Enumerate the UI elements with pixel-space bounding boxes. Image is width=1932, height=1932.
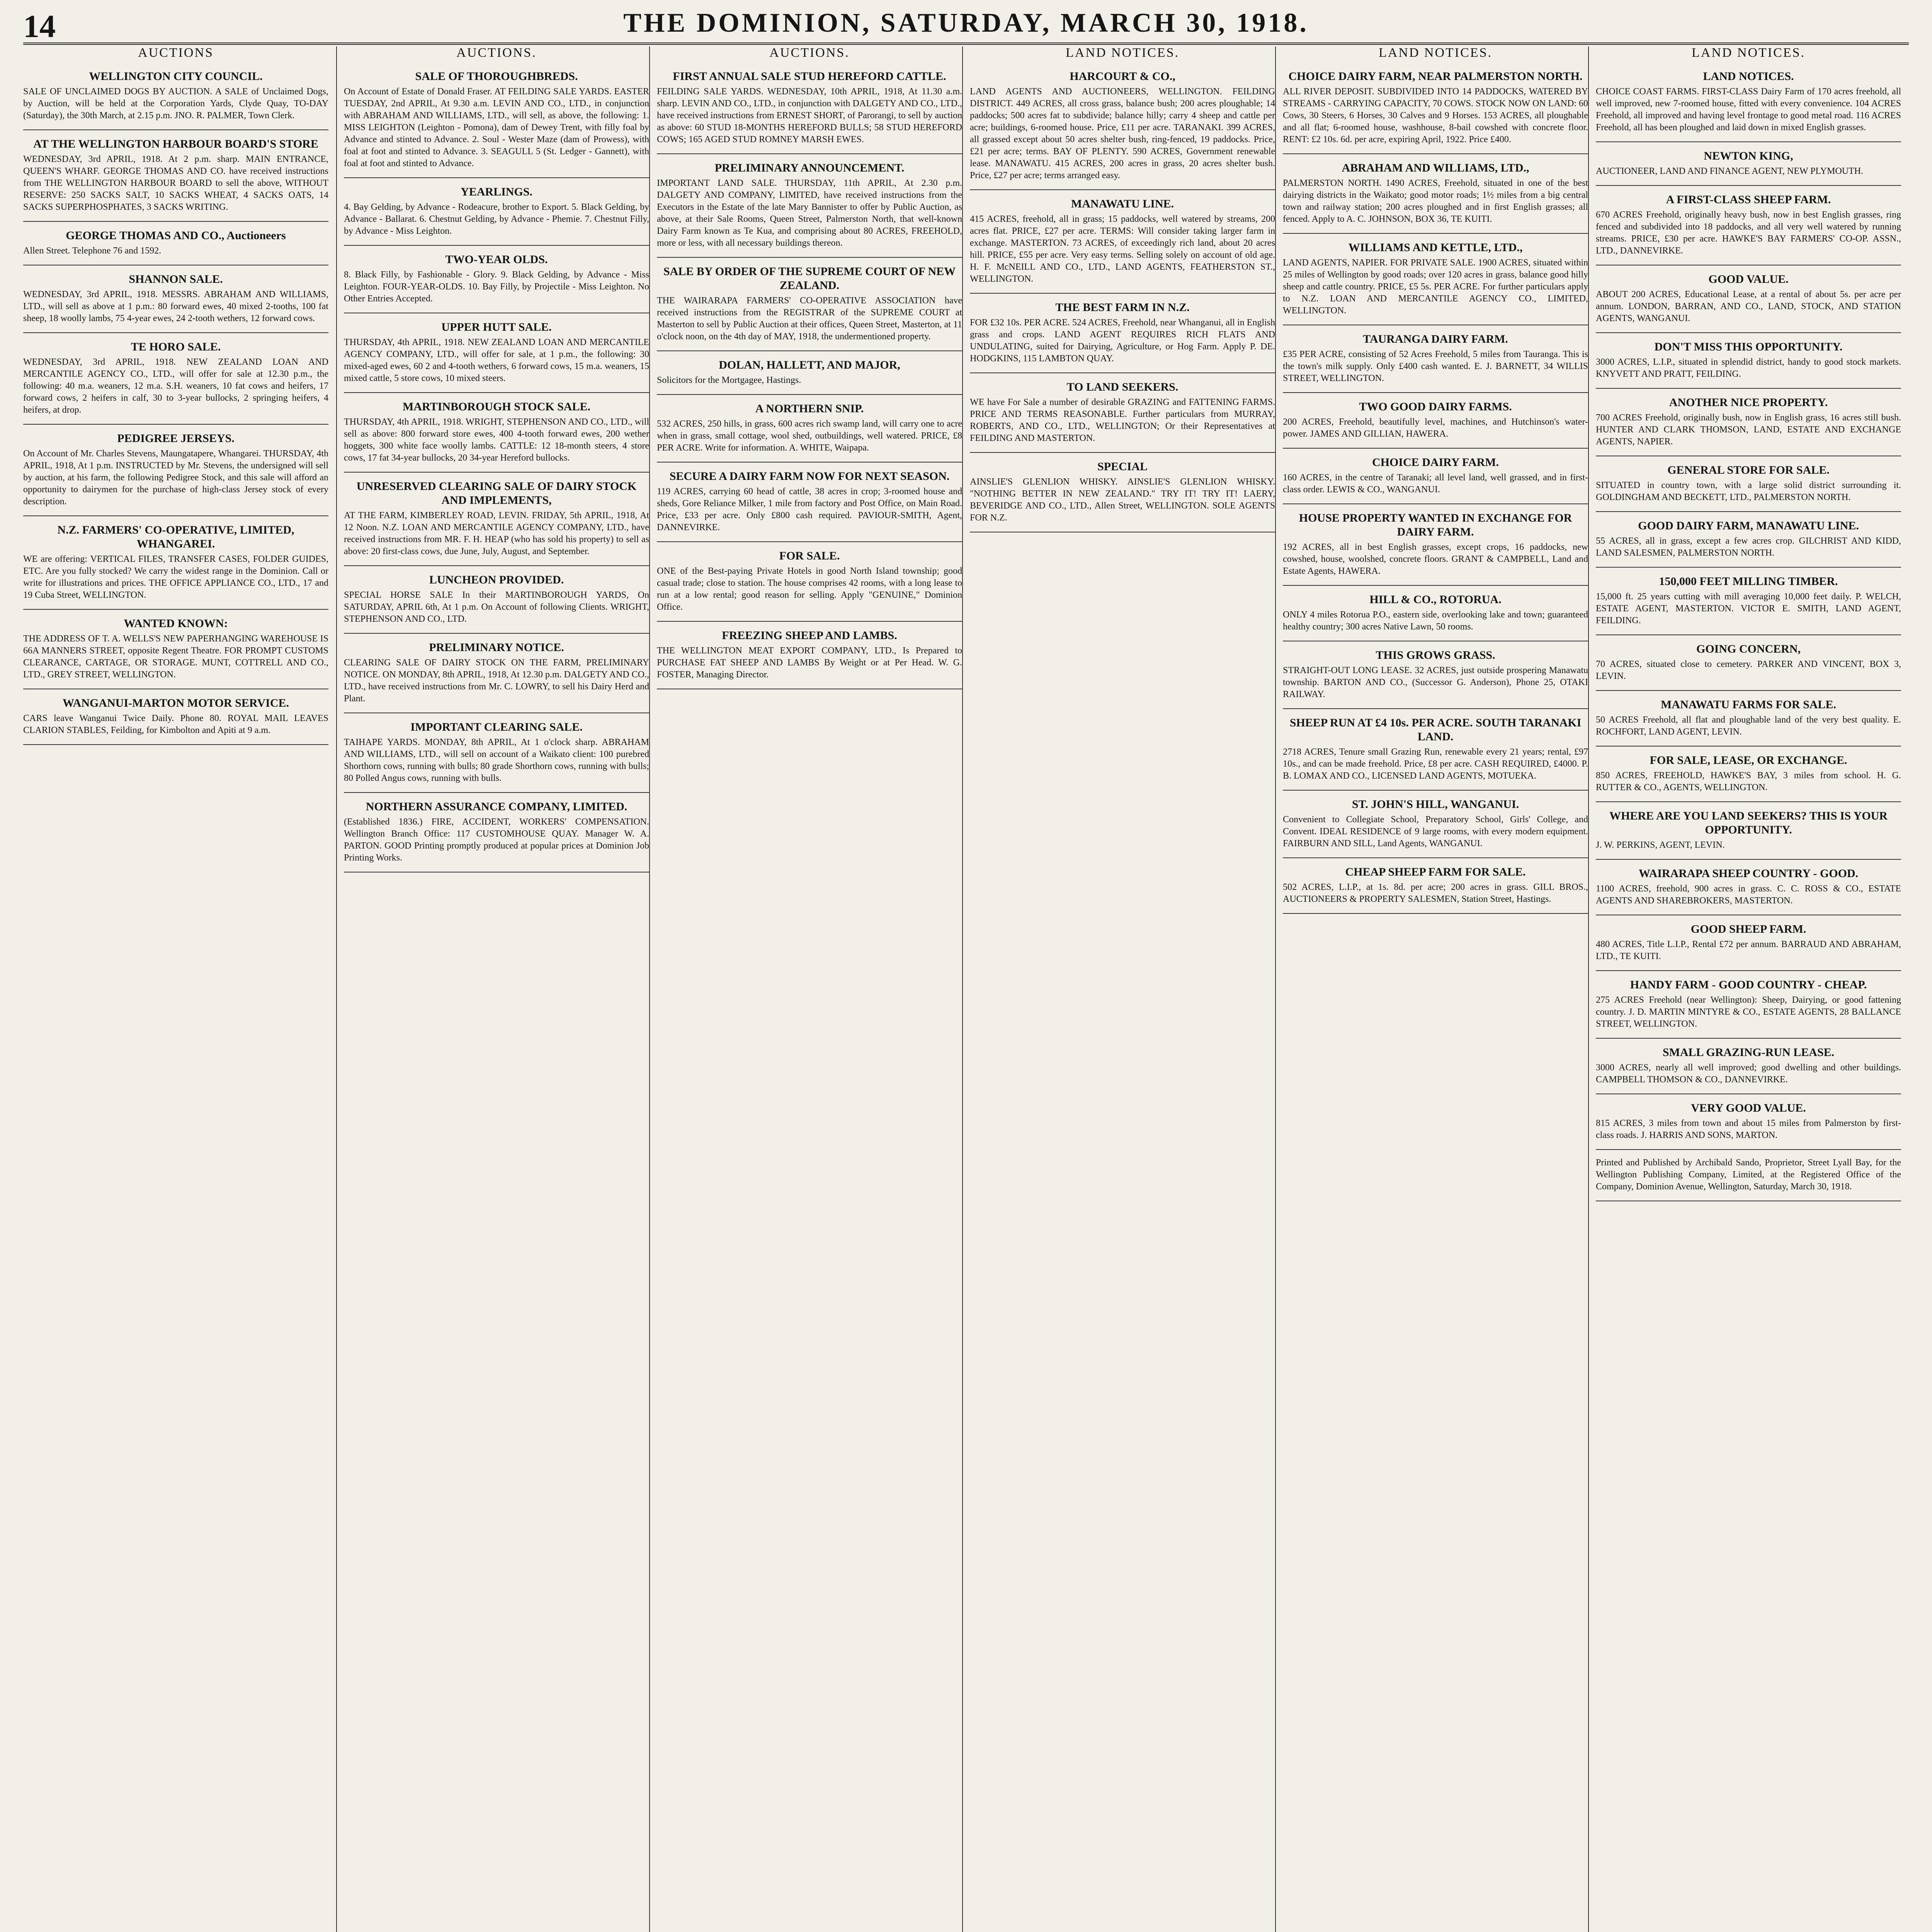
advertisement — [1596, 867, 1901, 915]
advertisement — [23, 272, 328, 333]
masthead — [23, 8, 1909, 45]
advertisement-title: TAURANGA DAIRY FARM. — [1363, 333, 1508, 345]
column-headings — [23, 46, 1909, 69]
advertisement — [1283, 161, 1588, 234]
advertisement-body: 3000 ACRES, nearly all well improved; good dwelling and other buildings. CAMPBELL THOMSON & CO., DANNEVIRKE. — [1596, 1063, 1901, 1085]
advertisement-title: WAIRARAPA SHEEP COUNTRY - GOOD. — [1638, 867, 1859, 880]
advertisement-body: SALE OF UNCLAIMED DOGS BY AUCTION. A SALE of Unclaimed Dogs, by Auction, will be held at the Corporation Yards, Clyde Quay, TO-DAY (Saturday), the 30th March, at 2.15 p.m. JNO. R. PALMER, Town Clerk. — [23, 87, 328, 121]
advertisement — [23, 432, 328, 516]
advertisement-body: AINSLIE'S GLENLION WHISKY. AINSLIE'S GLENLION WHISKY. "NOTHING BETTER IN NEW ZEALAND." TRY IT! TRY IT! LAERY, BEVERIDGE AND CO., LTD., Allen Street, WELLINGTON. SOLE AGENTS FOR N.Z. — [970, 477, 1275, 523]
advertisement-body: AT THE FARM, KIMBERLEY ROAD, LEVIN. FRIDAY, 5th APRIL, 1918, At 12 Noon. N.Z. LOAN AND MERCANTILE AGENCY COMPANY, LTD., have received instructions from MR. F. H. HEAP (who has sold his property) to sell as above: 20 first-class cows, due June, July, August, and September. — [344, 510, 649, 556]
advertisement-body: 2718 ACRES, Tenure small Grazing Run, renewable every 21 years; rental, £97 10s., and can be made freehold. Price, £8 per acre. CASH REQUIRED, £4000. P. B. LOMAX AND CO., LICENSED LAND AGENTS, MOTUEKA. — [1283, 747, 1588, 781]
advertisement-body: THE WAIRARAPA FARMERS' CO-OPERATIVE ASSOCIATION have received instructions from the REGISTRAR of the SUPREME COURT at Masterton to sell by Public Auction at their offices, Queen Street, Masterton, at 11 o'clock noon, on the 4th day of MAY, 1918, the undermentioned property. — [657, 296, 962, 342]
advertisement-title: GOOD VALUE. — [1708, 273, 1789, 286]
advertisement-title: LUNCHEON PROVIDED. — [429, 573, 564, 586]
advertisement-title: PRELIMINARY ANNOUNCEMENT. — [714, 162, 905, 174]
advertisement — [970, 70, 1275, 190]
advertisement — [657, 402, 962, 463]
advertisement-title: UPPER HUTT SALE. — [441, 321, 552, 333]
column-rule — [649, 46, 650, 1932]
advertisement — [1596, 463, 1901, 512]
column-heading: LAND NOTICES. — [1379, 46, 1492, 60]
newspaper-column — [657, 70, 962, 1932]
advertisement — [1596, 575, 1901, 635]
advertisement-title: FOR SALE, LEASE, OR EXCHANGE. — [1650, 754, 1847, 767]
advertisement-body: J. W. PERKINS, AGENT, LEVIN. — [1596, 840, 1725, 850]
advertisement-body: WEDNESDAY, 3rd APRIL, 1918. At 2 p.m. sharp. MAIN ENTRANCE, QUEEN'S WHARF. GEORGE THOMAS AND CO. have received instructions from THE WELLINGTON HARBOUR BOARD to sell the above, WITHOUT RESERVE: 250 SACKS SALT, 10 SACKS WHEAT, 4 SACKS OATS, 14 SACKS SUPERPHOSPHATES, 3 SACKS WRITING. — [23, 154, 328, 212]
advertisement-title: TWO-YEAR OLDS. — [445, 253, 548, 266]
advertisement-body: FOR £32 10s. PER ACRE. 524 ACRES, Freehold, near Whanganui, all in English grass and crops. LAND AGENT REQUIRES RICH FLATS AND UNDULATING, suited for Dairying, Agriculture, or Hog Farm. Apply P. DE. HODGKINS, 115 LAMBTON QUAY. — [970, 318, 1275, 364]
advertisement — [344, 185, 649, 246]
advertisement-body: WE are offering: VERTICAL FILES, TRANSFER CASES, FOLDER GUIDES, ETC. Are you fully stocked? We carry the widest range in the Dominion. Call or write for illustrations and prices. THE OFFICE APPLIANCE CO., LTD., 17 and 19 Cuba Street, WELLINGTON. — [23, 554, 328, 600]
page-number: 14 — [23, 9, 56, 44]
advertisement-title: ABRAHAM AND WILLIAMS, LTD., — [1342, 162, 1529, 174]
advertisement-body: 415 ACRES, freehold, all in grass; 15 paddocks, well watered by streams, 200 acres flat. PRICE, £27 per acre. TERMS: Will consider taking larger farm in exchange. MASTERTON. 73 ACRES, of exceedingly rich land, about 20 acres hill. PRICE, £55 per acre. Very easy terms. Selling solely on account of old age. H. F. McNEILL AND CO., LTD., LAND AGENTS, FEATHERSTON ST., WELLINGTON. — [970, 214, 1275, 284]
paper-title: THE DOMINION, SATURDAY, MARCH 30, 1918. — [623, 8, 1309, 38]
advertisement-title: MANAWATU FARMS FOR SALE. — [1661, 698, 1836, 711]
advertisement-body: 50 ACRES Freehold, all flat and ploughable land of the very best quality. E. ROCHFORT, LAND AGENT, LEVIN. — [1596, 715, 1901, 737]
advertisement-title: LAND NOTICES. — [1703, 70, 1794, 83]
advertisement — [1596, 753, 1901, 802]
advertisement-title: WELLINGTON CITY COUNCIL. — [89, 70, 263, 83]
advertisement-title: PEDIGREE JERSEYS. — [117, 432, 235, 445]
column-rule — [1588, 46, 1589, 1932]
advertisement-body: ONLY 4 miles Rotorua P.O., eastern side, overlooking lake and town; guaranteed healthy country; 300 acres Native Lawn, 50 rooms. — [1283, 610, 1588, 632]
advertisement-title: GENERAL STORE FOR SALE. — [1667, 464, 1830, 476]
advertisement — [1283, 400, 1588, 449]
advertisement — [970, 301, 1275, 373]
advertisement — [1283, 241, 1588, 325]
advertisement-body: SITUATED in country town, with a large solid district surrounding it. GOLDINGHAM AND BECKETT, LTD., PALMERSTON NORTH. — [1596, 480, 1901, 502]
advertisement-title: DON'T MISS THIS OPPORTUNITY. — [1654, 340, 1843, 353]
advertisement — [657, 358, 962, 395]
newspaper-column — [970, 70, 1275, 1932]
advertisement-body: 160 ACRES, in the centre of Taranaki; all level land, well grassed, and in first-class order. LEWIS & CO., WANGANUI. — [1283, 473, 1588, 495]
column-heading: LAND NOTICES. — [1692, 46, 1805, 60]
advertisement — [657, 265, 962, 351]
advertisement — [657, 549, 962, 622]
advertisement-title: ST. JOHN'S HILL, WANGANUI. — [1352, 798, 1519, 811]
advertisement-title: SHEEP RUN AT £4 10s. PER ACRE. SOUTH TARANAKI LAND. — [1289, 716, 1582, 743]
advertisement-title: DOLAN, HALLETT, AND MAJOR, — [719, 359, 900, 371]
advertisement — [1283, 593, 1588, 641]
advertisement — [1596, 978, 1901, 1039]
advertisement — [1596, 922, 1901, 971]
column-rule — [1275, 46, 1276, 1932]
advertisement-body: 200 ACRES, Freehold, beautifully level, machines, and Hutchinson's water-power. JAMES AND GILLIAN, HAWERA. — [1283, 417, 1588, 439]
advertisement-title: TE HORO SALE. — [131, 340, 221, 353]
advertisement-title: A FIRST-CLASS SHEEP FARM. — [1666, 193, 1831, 206]
newspaper-column — [344, 70, 649, 1932]
advertisement — [1596, 272, 1901, 333]
advertisement-body: LAND AGENTS AND AUCTIONEERS, WELLINGTON. FEILDING DISTRICT. 449 ACRES, all cross grass, balance bush; 200 acres ploughable; 14 paddocks; 500 acres fat to subdivide; balance hilly; carry 4 sheep and cattle per acre; buildings, 6-roomed house. Price, £11 per acre. TARANAKI. 399 ACRES, all grassed except about 50 acres shelter bush, ring-fenced, 19 paddocks. Price, £21 per acre; terms. BAY OF PLENTY. 590 ACRES, Government renewable lease. MANAWATU. 415 ACRES, 200 acres in grass, 20 acres shelter bush. Price, £27 per acre; terms arranged easy. — [970, 87, 1275, 180]
advertisement — [1596, 1157, 1901, 1201]
advertisement-title: GEORGE THOMAS AND CO., Auctioneers — [66, 229, 286, 242]
advertisement-body: 670 ACRES Freehold, originally heavy bush, now in best English grasses, ring fenced and subdivided into 18 paddocks, and all very well watered by running streams. PRICE, £30 per acre. HAWKE'S BAY FARMERS' CO-OP. ASSN., LTD., DANNEVIRKE. — [1596, 210, 1901, 256]
advertisement — [23, 523, 328, 610]
advertisement-body: AUCTIONEER, LAND AND FINANCE AGENT, NEW PLYMOUTH. — [1596, 166, 1864, 176]
advertisement — [1283, 332, 1588, 393]
advertisement-body: 502 ACRES, L.I.P., at 1s. 8d. per acre; 200 acres in grass. GILL BROS., AUCTIONEERS & PROPERTY SALESMEN, Station Street, Hastings. — [1283, 882, 1588, 904]
newspaper-column — [1596, 70, 1901, 1932]
advertisement — [1596, 1046, 1901, 1094]
advertisement-body: £35 PER ACRE, consisting of 52 Acres Freehold, 5 miles from Tauranga. This is the town's milk supply. Only £400 cash wanted. E. J. BARNETT, 34 WILLIS STREET, WELLINGTON. — [1283, 349, 1588, 383]
advertisement — [344, 400, 649, 473]
advertisement-body: Solicitors for the Mortgagee, Hastings. — [657, 375, 801, 385]
advertisement — [1283, 70, 1588, 154]
advertisement-body: CLEARING SALE OF DAIRY STOCK ON THE FARM, PRELIMINARY NOTICE. ON MONDAY, 8th APRIL, 1918, At 12.30 p.m. DALGETY AND CO., LTD., have received instructions from Mr. C. LOWRY, to sell his Dairy Herd and Plant. — [344, 658, 649, 704]
advertisement — [1283, 865, 1588, 914]
advertisement — [1596, 149, 1901, 186]
advertisement-body: 275 ACRES Freehold (near Wellington): Sheep, Dairying, or good fattening country. J. D. MARTIN MINTYRE & CO., ESTATE AGENTS, 28 BALLANCE STREET, WELLINGTON. — [1596, 995, 1901, 1029]
advertisement — [657, 629, 962, 689]
advertisement-body: 532 ACRES, 250 hills, in grass, 600 acres rich swamp land, will carry one to acre when in grass, small cottage, wool shed, outbuildings, well watered. PRICE, £8 PER ACRE. Write for information. A. WHITE, Waipapa. — [657, 419, 962, 453]
advertisement-title: FREEZING SHEEP AND LAMBS. — [722, 629, 897, 642]
advertisement-title: A NORTHERN SNIP. — [755, 402, 864, 415]
advertisement-body: 70 ACRES, situated close to cemetery. PARKER AND VINCENT, BOX 3, LEVIN. — [1596, 659, 1901, 681]
advertisement — [1283, 648, 1588, 709]
advertisement-title: FOR SALE. — [779, 549, 840, 562]
advertisement-title: THE BEST FARM IN N.Z. — [1055, 301, 1190, 314]
advertisement-body: 119 ACRES, carrying 60 head of cattle, 38 acres in crop; 3-roomed house and sheds, Gore Reliance Milker, 1 mile from factory and Post Office, on Main Road. Price, £33 per acre. Only £800 cash required. PAVIOUR-SMITH, Agent, DANNEVIRKE. — [657, 486, 962, 532]
advertisement-body: 850 ACRES, FREEHOLD, HAWKE'S BAY, 3 miles from school. H. G. RUTTER & CO., AGENTS, WELLINGTON. — [1596, 770, 1901, 793]
advertisement — [344, 253, 649, 313]
advertisement-title: HILL & CO., ROTORUA. — [1369, 593, 1502, 606]
advertisement-body: 700 ACRES Freehold, originally bush, now in English grass, 16 acres still bush. HUNTER AND CLARK THOMSON, LAND, ESTATE AND EXCHANGE AGENTS, NAPIER. — [1596, 413, 1901, 447]
advertisement-title: HANDY FARM - GOOD COUNTRY - CHEAP. — [1630, 978, 1867, 991]
advertisement-body: 815 ACRES, 3 miles from town and about 15 miles from Palmerston by first-class roads. J. HARRIS AND SONS, MARTON. — [1596, 1118, 1901, 1140]
advertisement-body: IMPORTANT LAND SALE. THURSDAY, 11th APRIL, At 2.30 p.m. DALGETY AND COMPANY, LIMITED, have received instructions from the Executors in the Estate of the late Mary Bannister to offer by Public Auction, as above, at their Sale Rooms, Queen Street, Palmerston North, that well-known Dairy Farm known as Te Kua, and comprising about 80 ACRES, FREEHOLD, more or less, with all necessary buildings thereon. — [657, 178, 962, 248]
advertisement-title: TWO GOOD DAIRY FARMS. — [1359, 400, 1512, 413]
advertisement — [970, 197, 1275, 294]
column-rule — [336, 46, 337, 1932]
advertisement — [657, 70, 962, 154]
advertisement-body: 4. Bay Gelding, by Advance - Rodeacure, brother to Export. 5. Black Gelding, by Advance - Ballarat. 6. Chestnut Gelding, by Advance - Phemie. 7. Chestnut Filly, by Advance - Miss Leighton. — [344, 202, 649, 236]
advertisement — [344, 70, 649, 178]
column-heading: LAND NOTICES. — [1066, 46, 1179, 60]
advertisement-title: PRELIMINARY NOTICE. — [429, 641, 564, 654]
advertisement — [970, 380, 1275, 453]
advertisement-title: ANOTHER NICE PROPERTY. — [1669, 396, 1828, 409]
advertisement-body: PALMERSTON NORTH. 1490 ACRES, Freehold, situated in one of the best dairying districts in the Waikato; good motor roads; 1½ miles from a big central town and railway station; 200 acres ploughed and in first English grasses; all fenced. Apply to A. C. JOHNSON, BOX 36, TE KUITI. — [1283, 178, 1588, 224]
advertisement-title: GOOD SHEEP FARM. — [1690, 923, 1806, 935]
advertisement — [1596, 340, 1901, 389]
advertisement-body: 3000 ACRES, L.I.P., situated in splendid district, handy to good stock markets. KNYVETT AND PRATT, FEILDING. — [1596, 357, 1901, 379]
advertisement — [344, 573, 649, 634]
advertisement-body: Convenient to Collegiate School, Preparatory School, Girls' College, and Convent. IDEAL RESIDENCE of 9 large rooms, with every modern equipment. FAIRBURN AND SILL, Land Agents, WANGANUI. — [1283, 815, 1588, 849]
advertisement-body: On Account of Mr. Charles Stevens, Maungatapere, Whangarei. THURSDAY, 4th APRIL, 1918, At 1 p.m. INSTRUCTED by Mr. Stevens, the undersigned will sell by auction, at his farm, the following Pedigree Stock, and this sale will afford an opportunity to dairymen for the purchase of high-class Jersey stock of every description. — [23, 449, 328, 507]
advertisement-title: 150,000 FEET MILLING TIMBER. — [1659, 575, 1838, 588]
advertisement-body: LAND AGENTS, NAPIER. FOR PRIVATE SALE. 1900 ACRES, situated within 25 miles of Wellington by good roads; over 120 acres in grass, balance good hilly sheep and cattle country. PRICE, £5 5s. PER ACRE. For further particulars apply to N.Z. LOAN AND MERCANTILE AGENCY CO., LIMITED, WELLINGTON. — [1283, 258, 1588, 316]
newspaper-column — [1283, 70, 1588, 1932]
advertisement-title: NEWTON KING, — [1704, 150, 1793, 162]
advertisement-title: GOOD DAIRY FARM, MANAWATU LINE. — [1638, 519, 1859, 532]
advertisement-title: NORTHERN ASSURANCE COMPANY, LIMITED. — [366, 800, 628, 813]
advertisement — [1596, 193, 1901, 265]
advertisement — [23, 617, 328, 689]
advertisement-body: WE have For Sale a number of desirable GRAZING and FATTENING FARMS. PRICE AND TERMS REASONABLE. Further particulars from MURRAY, ROBERTS, AND CO., LTD., WELLINGTON; Or their Representatives at FEILDING AND MASTERTON. — [970, 397, 1275, 443]
advertisement-body: 8. Black Filly, by Fashionable - Glory. 9. Black Gelding, by Advance - Miss Leighton. FOUR-YEAR-OLDS. 10. Bay Filly, by Projectile - Miss Leighton. No Other Entries Accepted. — [344, 270, 649, 304]
advertisement-body: (Established 1836.) FIRE, ACCIDENT, WORKERS' COMPENSATION. Wellington Branch Office: 117 CUSTOMHOUSE QUAY. Manager W. A. PARTON. GOOD Printing promptly produced at popular prices at Dominion Job Printing Works. — [344, 817, 649, 863]
advertisement-title: CHOICE DAIRY FARM, NEAR PALMERSTON NORTH. — [1288, 70, 1583, 83]
advertisement — [23, 340, 328, 425]
advertisement-body: THURSDAY, 4th APRIL, 1918. WRIGHT, STEPHENSON AND CO., LTD., will sell as above: 800 forward store ewes, 400 4-tooth forward ewes, 200 wether hoggets, 300 white face woolly lambs. CATTLE: 12 18-month steers, 4 store cows, 17 fat 34-year bullocks, 20 34-year Hereford bullocks. — [344, 417, 649, 463]
advertisement-body: CARS leave Wanganui Twice Daily. Phone 80. ROYAL MAIL LEAVES CLARION STABLES, Feilding, for Kimbolton and Apiti at 9 a.m. — [23, 713, 328, 735]
advertisement — [1596, 70, 1901, 142]
advertisement — [23, 137, 328, 222]
advertisement — [1283, 716, 1588, 791]
advertisement-title: CHEAP SHEEP FARM FOR SALE. — [1345, 866, 1526, 878]
advertisement-title: SPECIAL — [1097, 460, 1148, 473]
advertisement-title: SHANNON SALE. — [129, 273, 223, 286]
advertisement — [344, 480, 649, 566]
advertisement-body: THURSDAY, 4th APRIL, 1918. NEW ZEALAND LOAN AND MERCANTILE AGENCY COMPANY, LTD., will offer for sale, at 1 p.m., the following: 30 mixed-aged ewes, 60 2 and 4-tooth wethers, 6 forward cows, 15 m.a. weaners, 15 mixed cattle, 5 store cows, 10 mixed steers. — [344, 337, 649, 383]
advertisement-title: FIRST ANNUAL SALE STUD HEREFORD CATTLE. — [673, 70, 946, 83]
advertisement-title: GOING CONCERN, — [1696, 643, 1801, 655]
advertisement-body: On Account of Estate of Donald Fraser. AT FEILDING SALE YARDS. EASTER TUESDAY, 2nd APRIL, At 9.30 a.m. LEVIN AND CO., LTD., in conjunction with ABRAHAM AND WILLIAMS, LTD., will sell, as above, the following: 1. MISS LEIGHTON (Leighton - Pomona), dam of Dewey Trent, with filly foal by Advance and stinted to Advance. 2. Soul - Wester Maze (dam of Prowess), with foal at foot and stinted to Advance. 3. SEAGULL 5 (St. Ledger - Gannett), with foal at foot and stinted to Advance. — [344, 87, 649, 168]
advertisement-title: MARTINBOROUGH STOCK SALE. — [403, 400, 590, 413]
advertisement-body: WEDNESDAY, 3rd APRIL, 1918. NEW ZEALAND LOAN AND MERCANTILE AGENCY CO., LTD., will offer for sale at 12.30 p.m., the following: 40 m.a. weaners, 12 m.a. S.H. weaners, 10 fat cows and heifers, 17 forward cows, 2 heifers in calf, 30 to 3-year bullocks, 2 springing heifers, 4 heifers, at drop. — [23, 357, 328, 415]
advertisement-title: WILLIAMS AND KETTLE, LTD., — [1348, 241, 1523, 254]
advertisement-body: ALL RIVER DEPOSIT. SUBDIVIDED INTO 14 PADDOCKS, WATERED BY STREAMS - CARRYING CAPACITY, 70 COWS. STOCK NOW ON LAND: 60 Cows, 30 Steers, 6 Horses, 30 Calves and 9 Horses. 153 ACRES, all ploughable and all flat; 6-roomed house, washhouse, 8-bail cowshed with concrete floor. RENT: £2 10s. 6d. per acre, expiring April, 1922. Price £400. — [1283, 87, 1588, 145]
advertisement-body: ABOUT 200 ACRES, Educational Lease, at a rental of about 5s. per acre per annum. LONDON, BARRAN, AND CO., LAND, STOCK, AND STATION AGENTS, WANGANUI. — [1596, 289, 1901, 323]
advertisement-title: SMALL GRAZING-RUN LEASE. — [1662, 1046, 1835, 1059]
column-rule — [962, 46, 963, 1932]
advertisement — [1596, 396, 1901, 456]
advertisement-title: MANAWATU LINE. — [1071, 197, 1174, 210]
column-heading: AUCTIONS — [138, 46, 214, 60]
advertisement-title: SECURE A DAIRY FARM NOW FOR NEXT SEASON. — [669, 470, 950, 483]
advertisement — [1283, 798, 1588, 858]
advertisement-body: ONE of the Best-paying Private Hotels in good North Island township; good casual trade; close to station. The house comprises 42 rooms, with a long lease to run at a low rental; good reason for selling. Apply "GENUINE," Dominion Office. — [657, 566, 962, 612]
advertisement — [23, 229, 328, 265]
advertisement-body: STRAIGHT-OUT LONG LEASE. 32 ACRES, just outside prospering Manawatu township. BARTON AND CO., (Successor G. Anderson), Phone 25, OTAKI RAILWAY. — [1283, 665, 1588, 699]
column-heading: AUCTIONS. — [769, 46, 850, 60]
advertisement-title: WANTED KNOWN: — [124, 617, 228, 630]
advertisement-body: THE WELLINGTON MEAT EXPORT COMPANY, LTD., Is Prepared to PURCHASE FAT SHEEP AND LAMBS By Weight or at Per Head. W. G. FOSTER, Managing Director. — [657, 646, 962, 680]
advertisement — [23, 70, 328, 130]
advertisement — [344, 720, 649, 793]
advertisement — [344, 641, 649, 713]
advertisement-body: 192 ACRES, all in best English grasses, except crops, 16 paddocks, new cowshed, house, woolshed, concrete floors. GRANT & CAMPBELL, Land and Estate Agents, HAWERA. — [1283, 542, 1588, 576]
advertisement — [1596, 1101, 1901, 1150]
advertisement-title: SALE BY ORDER OF THE SUPREME COURT OF NEW ZEALAND. — [663, 265, 956, 292]
advertisement — [1596, 698, 1901, 747]
advertisement-title: CHOICE DAIRY FARM. — [1372, 456, 1499, 469]
advertisement-body: 480 ACRES, Title L.I.P., Rental £72 per annum. BARRAUD AND ABRAHAM, LTD., TE KUITI. — [1596, 939, 1901, 961]
advertisement-body: SPECIAL HORSE SALE In their MARTINBOROUGH YARDS, On SATURDAY, APRIL 6th, At 1 p.m. On Account of following Clients. WRIGHT, STEPHENSON AND CO., LTD. — [344, 590, 649, 624]
advertisement — [970, 460, 1275, 532]
advertisement-title: HARCOURT & CO., — [1070, 70, 1175, 83]
advertisement-title: THIS GROWS GRASS. — [1376, 649, 1495, 662]
advertisement — [1283, 511, 1588, 586]
column-heading: AUCTIONS. — [456, 46, 537, 60]
advertisement-title: UNRESERVED CLEARING SALE OF DAIRY STOCK AND IMPLEMENTS, — [356, 480, 637, 507]
advertisement-body: CHOICE COAST FARMS. FIRST-CLASS Dairy Farm of 170 acres freehold, all well improved, new 7-roomed house, fitted with every convenience. 104 ACRES Freehold, all improved and having level frontage to good metal road. 116 ACRES Freehold, all has been ploughed and laid down in mixed English grasses. — [1596, 87, 1901, 133]
advertisement-title: YEARLINGS. — [461, 185, 532, 198]
advertisement-body: WEDNESDAY, 3rd APRIL, 1918. MESSRS. ABRAHAM AND WILLIAMS, LTD., will sell as above at 1 p.m.: 80 forward ewes, 40 mixed 2-tooths, 100 fat sheep, 18 woolly lambs, 75 4-year ewes, 24 2-tooth wethers, 12 forward cows. — [23, 289, 328, 323]
advertisement-body: Printed and Published by Archibald Sando, Proprietor, Street Lyall Bay, for the Wellington Publishing Company, Limited, at the Registered Office of the Company, Dominion Avenue, Wellington, Saturday, March 30, 1918. — [1596, 1158, 1901, 1192]
advertisement-body: 55 ACRES, all in grass, except a few acres crop. GILCHRIST AND KIDD, LAND SALESMEN, PALMERSTON NORTH. — [1596, 536, 1901, 558]
advertisement-body: Allen Street. Telephone 76 and 1592. — [23, 246, 162, 256]
advertisement-title: N.Z. FARMERS' CO-OPERATIVE, LIMITED, WHANGAREI. — [57, 524, 294, 550]
advertisement-body: THE ADDRESS OF T. A. WELLS'S NEW PAPERHANGING WAREHOUSE IS 66A MANNERS STREET, opposite Regent Theatre. FOR PROMPT CUSTOMS CLEARANCE, CARTAGE, OR STORAGE. MUNT, COTTRELL AND CO., LTD., GREY STREET, WELLINGTON. — [23, 634, 328, 680]
advertisement-title: IMPORTANT CLEARING SALE. — [410, 721, 583, 733]
advertisement-title: HOUSE PROPERTY WANTED IN EXCHANGE FOR DAIRY FARM. — [1299, 512, 1572, 538]
advertisement — [657, 469, 962, 542]
advertisement-body: 1100 ACRES, freehold, 900 acres in grass. C. C. ROSS & CO., ESTATE AGENTS AND SHAREBROKERS, MASTERTON. — [1596, 884, 1901, 906]
advertisement — [1596, 809, 1901, 860]
advertisement-body: 15,000 ft. 25 years cutting with mill averaging 10,000 feet daily. P. WELCH, ESTATE AGENT, MASTERTON. VICTOR E. SMITH, LAND AGENT, FEILDING. — [1596, 592, 1901, 626]
advertisement — [344, 800, 649, 872]
advertisement-title: AT THE WELLINGTON HARBOUR BOARD'S STORE — [33, 138, 318, 150]
advertisement — [657, 161, 962, 258]
advertisement-title: SALE OF THOROUGHBREDS. — [415, 70, 578, 83]
advertisement-title: VERY GOOD VALUE. — [1691, 1102, 1806, 1114]
advertisement-title: TO LAND SEEKERS. — [1066, 381, 1179, 393]
advertisement — [1596, 642, 1901, 691]
newspaper-column — [23, 70, 328, 1932]
advertisement — [23, 696, 328, 745]
advertisement-body: TAIHAPE YARDS. MONDAY, 8th APRIL, At 1 o'clock sharp. ABRAHAM AND WILLIAMS, LTD., will sell on account of a Waikato client: 100 purebred Shorthorn cows, running with bulls; 80 grade Shorthorn cows, running with bulls; 80 Polled Angus cows, running with bulls. — [344, 737, 649, 783]
advertisement — [1283, 456, 1588, 504]
advertisement-title: WANGANUI-MARTON MOTOR SERVICE. — [63, 697, 289, 709]
advertisement-title: WHERE ARE YOU LAND SEEKERS? THIS IS YOUR OPPORTUNITY. — [1609, 810, 1888, 836]
advertisement — [344, 320, 649, 393]
advertisement — [1596, 519, 1901, 568]
advertisement-body: FEILDING SALE YARDS. WEDNESDAY, 10th APRIL, 1918, At 11.30 a.m. sharp. LEVIN AND CO., LTD., in conjunction with DALGETY AND CO., LTD., have received instructions from ERNEST SHORT, of Parorangi, to sell by auction as above: 60 STUD 18-MONTHS HEREFORD BULLS; 58 STUD HEREFORD COWS; 165 AGED STUD ROMNEY MARSH EWES. — [657, 87, 962, 145]
